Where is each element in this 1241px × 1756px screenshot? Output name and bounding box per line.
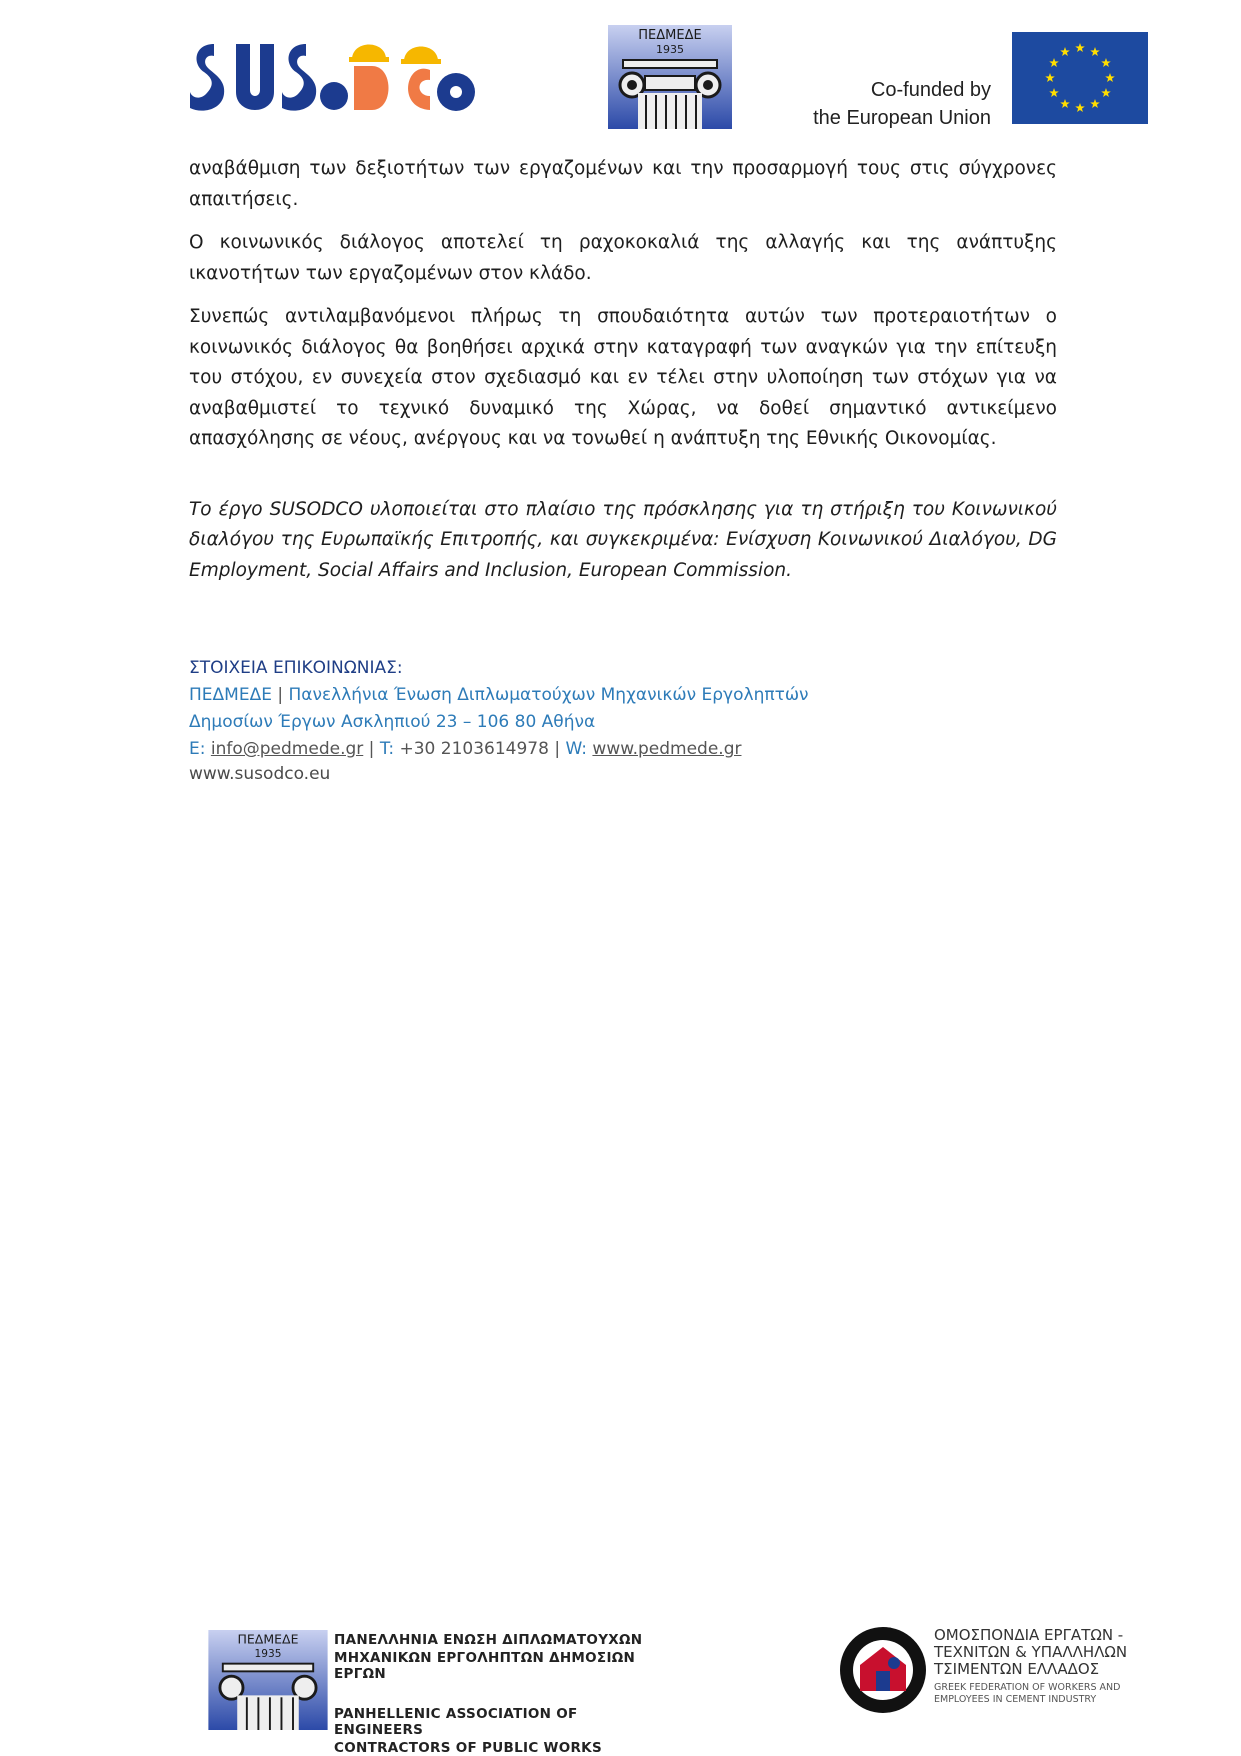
paragraph: Ο κοινωνικός διάλογος αποτελεί τη ραχοκοκαλιά της αλλαγής και της ανάπτυξης ικανοτήτων των εργαζομένων στον κλάδο. (189, 232, 1057, 284)
footer-pedmede-gr-line2: ΜΗΧΑΝΙΚΩΝ ΕΡΓΟΛΗΠΤΩΝ ΔΗΜΟΣΙΩΝ ΕΡΓΩΝ (334, 1650, 636, 1682)
contact-block (189, 655, 809, 785)
footer-cement-federation-logo (838, 1625, 1128, 1715)
funding-note: Το έργο SUSODCO υλοποιείται στο πλαίσιο της πρόσκλησης για τη στήριξη του Κοινωνικού διαλόγου της Ευρωπαϊκής Επιτροπής, και συγκεκριμένα: Ενίσχυση Κοινωνικού Διαλόγου, DG Employment, Social Affairs and Inclusion, European Commission. (189, 498, 1057, 581)
footer-pedmede-en-line2: CONTRACTORS OF PUBLIC WORKS (334, 1740, 602, 1756)
pedmede-logo-year: 1935 (656, 43, 684, 56)
body-text (189, 154, 1057, 599)
pedmede-logo-text: ΠΕΔΜΕΔΕ (638, 28, 702, 43)
address: Δημοσίων Έργων Ασκληπιού 23 – 106 80 Αθήνα (189, 712, 596, 732)
separator: | (368, 739, 375, 759)
footer-cement-en-line1: GREEK FEDERATION OF WORKERS AND (934, 1682, 1121, 1693)
footer-cement-gr-line3: ΤΣΙΜΕΝΤΩΝ ΕΛΛΑΔΟΣ (934, 1660, 1100, 1678)
separator: | (277, 685, 284, 705)
project-site-link[interactable]: www.susodco.eu (189, 764, 331, 784)
susodco-logo (184, 30, 484, 120)
eu-flag-icon (1012, 32, 1148, 124)
footer-pedmede-logo-text: ΠΕΔΜΕΔΕ (237, 1631, 299, 1647)
footer-pedmede-en-line1: PANHELLENIC ASSOCIATION OF ENGINEERS (334, 1706, 578, 1738)
footer-cement-en-line2: EMPLOYEES IN CEMENT INDUSTRY (934, 1694, 1097, 1705)
org-full: Πανελλήνια Ένωση Διπλωματούχων Μηχανικών Εργοληπτών (288, 685, 809, 705)
footer-cement-gr-line2: ΤΕΧΝΙΤΩΝ & ΥΠΑΛΛΗΛΩΝ (934, 1643, 1128, 1661)
footer-pedmede-gr-line1: ΠΑΝΕΛΛΗΝΙΑ ΕΝΩΣΗ ΔΙΠΛΩΜΑΤΟΥΧΩΝ (334, 1632, 643, 1648)
phone-number: +30 2103614978 (399, 739, 549, 759)
org-short: ΠΕΔΜΕΔΕ (189, 685, 272, 705)
web-link[interactable]: www.pedmede.gr (592, 739, 742, 759)
paragraph: αναβάθμιση των δεξιοτήτων των εργαζομένων και την προσαρμογή τους στις σύγχρονες απαιτήσεις. (189, 158, 1057, 210)
phone-label: T: (379, 739, 395, 759)
cofunded-line2: the European Union (813, 107, 991, 129)
footer-pedmede-logo (208, 1630, 664, 1756)
email-link[interactable]: info@pedmede.gr (210, 739, 364, 759)
paragraph: Συνεπώς αντιλαμβανόμενοι πλήρως τη σπουδαιότητα αυτών των προτεραιοτήτων ο κοινωνικός διάλογος θα βοηθήσει αρχικά στην καταγραφή των αναγκών για την επίτευξη του στόχου, εν συνεχεία στον σχεδιασμό και εν τέλει στην υλοποίηση των στόχων για να αναβαθμιστεί το τεχνικό δυναμικό της Χώρας, να δοθεί σημαντικό αντικείμενο απασχόλησης σε νέους, ανέργους και να τονωθεί η ανάπτυξη της Εθνικής Οικονομίας. (189, 306, 1057, 449)
contact-title: ΣΤΟΙΧΕΙΑ ΕΠΙΚΟΙΝΩΝΙΑΣ: (189, 658, 403, 678)
pedmede-logo (608, 25, 732, 129)
cofunded-text (813, 76, 991, 132)
footer-pedmede-logo-year: 1935 (254, 1647, 282, 1660)
web-label: W: (565, 739, 588, 759)
email-label: E: (189, 739, 206, 759)
separator: | (554, 739, 561, 759)
cofunded-line1: Co-funded by (870, 79, 991, 101)
footer-cement-gr-line1: ΟΜΟΣΠΟΝΔΙΑ ΕΡΓΑΤΩΝ - (934, 1626, 1124, 1644)
